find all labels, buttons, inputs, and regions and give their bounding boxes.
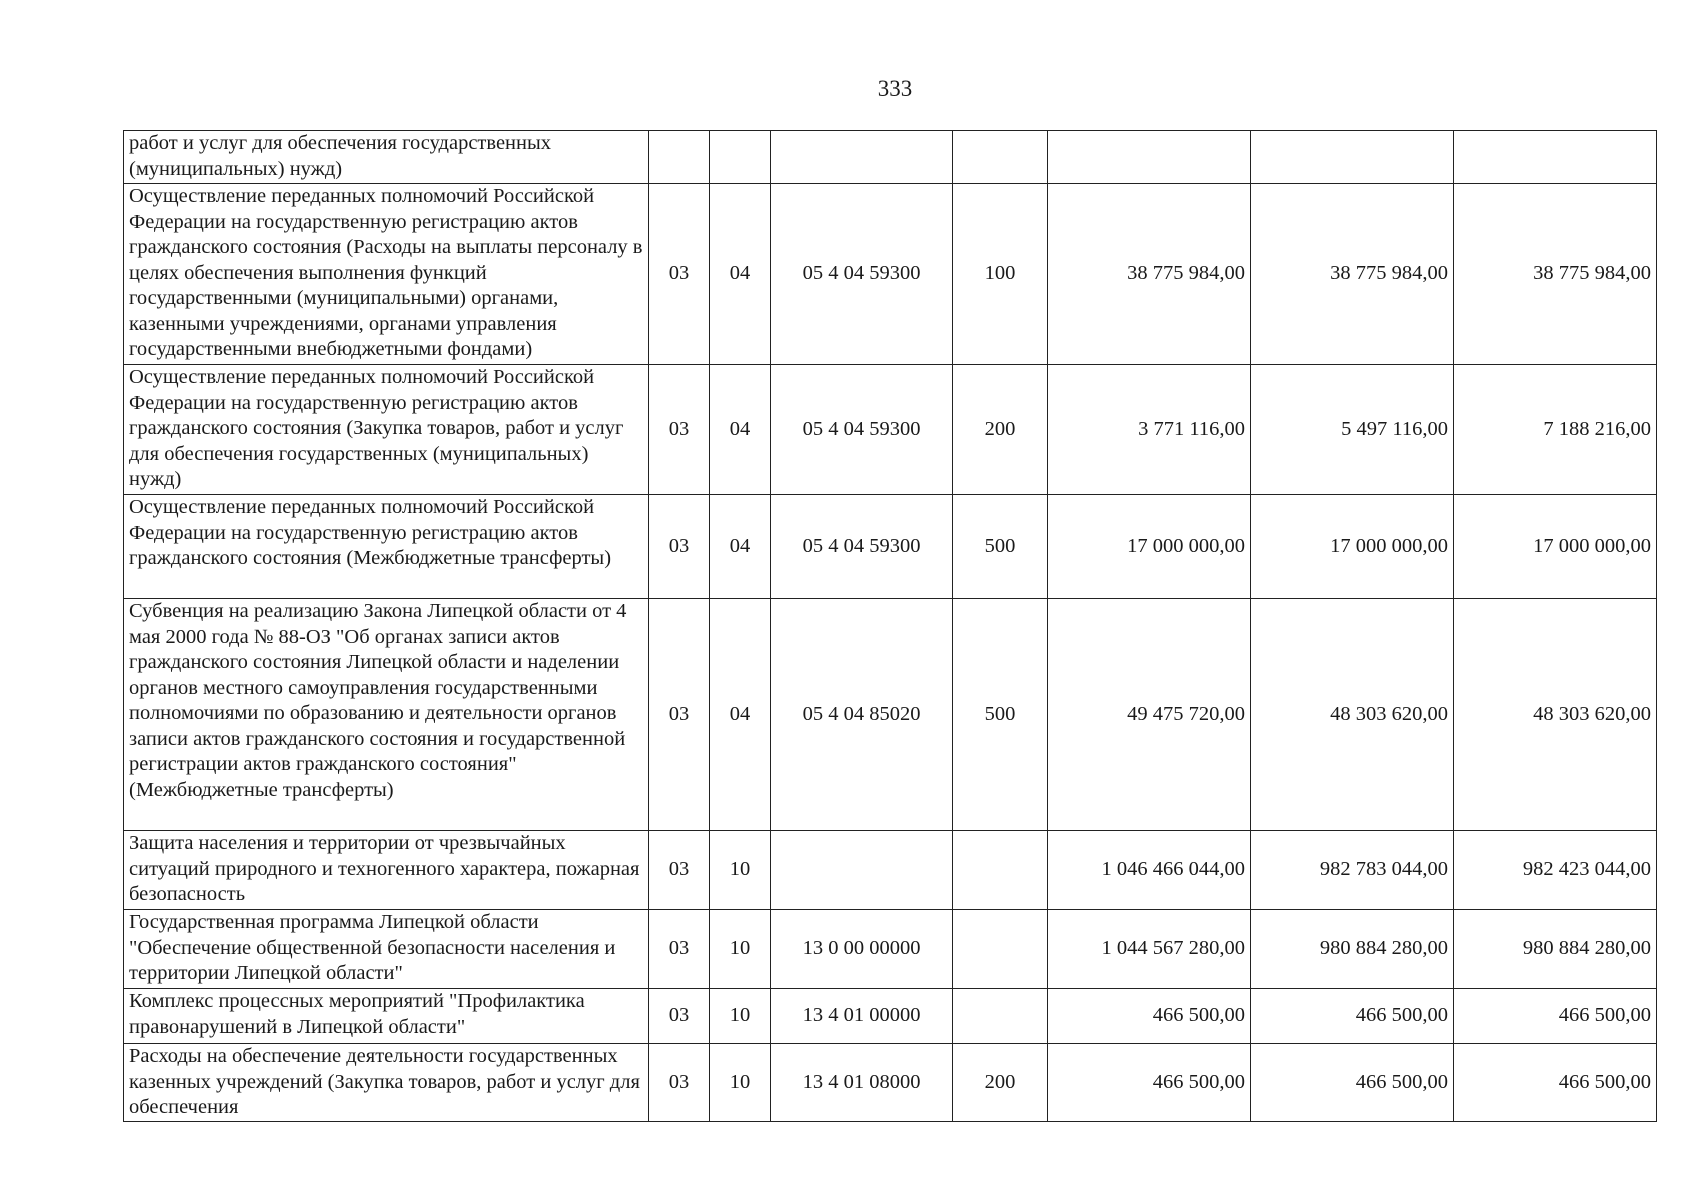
target-article-code: 13 4 01 00000 xyxy=(771,989,953,1044)
target-article-code: 05 4 04 59300 xyxy=(771,365,953,495)
section-code: 03 xyxy=(649,599,710,831)
table-row xyxy=(124,365,1657,495)
section-code: 03 xyxy=(649,989,710,1044)
table-row xyxy=(124,831,1657,910)
amount-year-1: 38 775 984,00 xyxy=(1048,184,1251,365)
section-code: 03 xyxy=(649,184,710,365)
amount-year-1: 466 500,00 xyxy=(1048,989,1251,1044)
row-description: Осуществление переданных полномочий Российской Федерации на государственную регистрацию актов гражданского состояния (Расходы на выплаты персоналу в целях обеспечения выполнения функций государственными (муниципальными) органами, казенными учреждениями, органами управления государственными внебюджетными фондами) xyxy=(124,184,649,365)
table-row xyxy=(124,495,1657,599)
amount-year-1: 466 500,00 xyxy=(1048,1044,1251,1122)
section-code: 03 xyxy=(649,1044,710,1122)
amount-year-2 xyxy=(1251,131,1454,184)
target-article-code xyxy=(771,831,953,910)
expense-type-code: 500 xyxy=(953,495,1048,599)
expense-type-code: 200 xyxy=(953,365,1048,495)
row-description: Комплекс процессных мероприятий "Профилактика правонарушений в Липецкой области" xyxy=(124,989,649,1044)
table-row xyxy=(124,131,1657,184)
table-row xyxy=(124,910,1657,989)
section-code: 03 xyxy=(649,831,710,910)
budget-table xyxy=(123,130,1657,1122)
amount-year-3: 7 188 216,00 xyxy=(1454,365,1657,495)
expense-type-code xyxy=(953,131,1048,184)
row-description: Субвенция на реализацию Закона Липецкой области от 4 мая 2000 года № 88-ОЗ "Об органах записи актов гражданского состояния Липецкой области и наделении органов местного самоуправления государственными полномочиями по образованию и деятельности органов записи актов гражданского состояния и государственной регистрации актов гражданского состояния" (Межбюджетные трансферты) xyxy=(124,599,649,831)
table-row xyxy=(124,1044,1657,1122)
subsection-code: 04 xyxy=(710,599,771,831)
target-article-code: 13 4 01 08000 xyxy=(771,1044,953,1122)
row-description: Осуществление переданных полномочий Российской Федерации на государственную регистрацию актов гражданского состояния (Межбюджетные трансферты) xyxy=(124,495,649,599)
amount-year-1: 1 046 466 044,00 xyxy=(1048,831,1251,910)
expense-type-code: 100 xyxy=(953,184,1048,365)
row-description: Государственная программа Липецкой области "Обеспечение общественной безопасности населения и территории Липецкой области" xyxy=(124,910,649,989)
row-description: Расходы на обеспечение деятельности государственных казенных учреждений (Закупка товаров, работ и услуг для обеспечения xyxy=(124,1044,649,1122)
subsection-code: 10 xyxy=(710,1044,771,1122)
amount-year-3: 980 884 280,00 xyxy=(1454,910,1657,989)
expense-type-code xyxy=(953,831,1048,910)
amount-year-3: 466 500,00 xyxy=(1454,989,1657,1044)
amount-year-2: 5 497 116,00 xyxy=(1251,365,1454,495)
amount-year-3: 466 500,00 xyxy=(1454,1044,1657,1122)
section-code: 03 xyxy=(649,365,710,495)
expense-type-code xyxy=(953,989,1048,1044)
amount-year-2: 48 303 620,00 xyxy=(1251,599,1454,831)
row-description: Защита населения и территории от чрезвычайных ситуаций природного и техногенного характера, пожарная безопасность xyxy=(124,831,649,910)
amount-year-2: 466 500,00 xyxy=(1251,1044,1454,1122)
subsection-code xyxy=(710,131,771,184)
amount-year-2: 980 884 280,00 xyxy=(1251,910,1454,989)
subsection-code: 04 xyxy=(710,495,771,599)
amount-year-3: 17 000 000,00 xyxy=(1454,495,1657,599)
amount-year-1: 17 000 000,00 xyxy=(1048,495,1251,599)
expense-type-code: 500 xyxy=(953,599,1048,831)
target-article-code: 05 4 04 59300 xyxy=(771,495,953,599)
row-description: работ и услуг для обеспечения государственных (муниципальных) нужд) xyxy=(124,131,649,184)
expense-type-code xyxy=(953,910,1048,989)
amount-year-1: 1 044 567 280,00 xyxy=(1048,910,1251,989)
subsection-code: 10 xyxy=(710,831,771,910)
amount-year-2: 466 500,00 xyxy=(1251,989,1454,1044)
subsection-code: 04 xyxy=(710,184,771,365)
amount-year-3: 982 423 044,00 xyxy=(1454,831,1657,910)
page-number: 333 xyxy=(877,76,913,101)
amount-year-3 xyxy=(1454,131,1657,184)
target-article-code: 05 4 04 59300 xyxy=(771,184,953,365)
table-row xyxy=(124,599,1657,831)
amount-year-2: 38 775 984,00 xyxy=(1251,184,1454,365)
expense-type-code: 200 xyxy=(953,1044,1048,1122)
amount-year-1: 3 771 116,00 xyxy=(1048,365,1251,495)
amount-year-1: 49 475 720,00 xyxy=(1048,599,1251,831)
subsection-code: 10 xyxy=(710,989,771,1044)
amount-year-3: 48 303 620,00 xyxy=(1454,599,1657,831)
section-code: 03 xyxy=(649,910,710,989)
section-code: 03 xyxy=(649,495,710,599)
amount-year-2: 17 000 000,00 xyxy=(1251,495,1454,599)
target-article-code: 05 4 04 85020 xyxy=(771,599,953,831)
target-article-code xyxy=(771,131,953,184)
table-row xyxy=(124,184,1657,365)
amount-year-2: 982 783 044,00 xyxy=(1251,831,1454,910)
subsection-code: 10 xyxy=(710,910,771,989)
amount-year-1 xyxy=(1048,131,1251,184)
table-row xyxy=(124,989,1657,1044)
target-article-code: 13 0 00 00000 xyxy=(771,910,953,989)
section-code xyxy=(649,131,710,184)
row-description: Осуществление переданных полномочий Российской Федерации на государственную регистрацию актов гражданского состояния (Закупка товаров, работ и услуг для обеспечения государственных (муниципальных) нужд) xyxy=(124,365,649,495)
subsection-code: 04 xyxy=(710,365,771,495)
amount-year-3: 38 775 984,00 xyxy=(1454,184,1657,365)
